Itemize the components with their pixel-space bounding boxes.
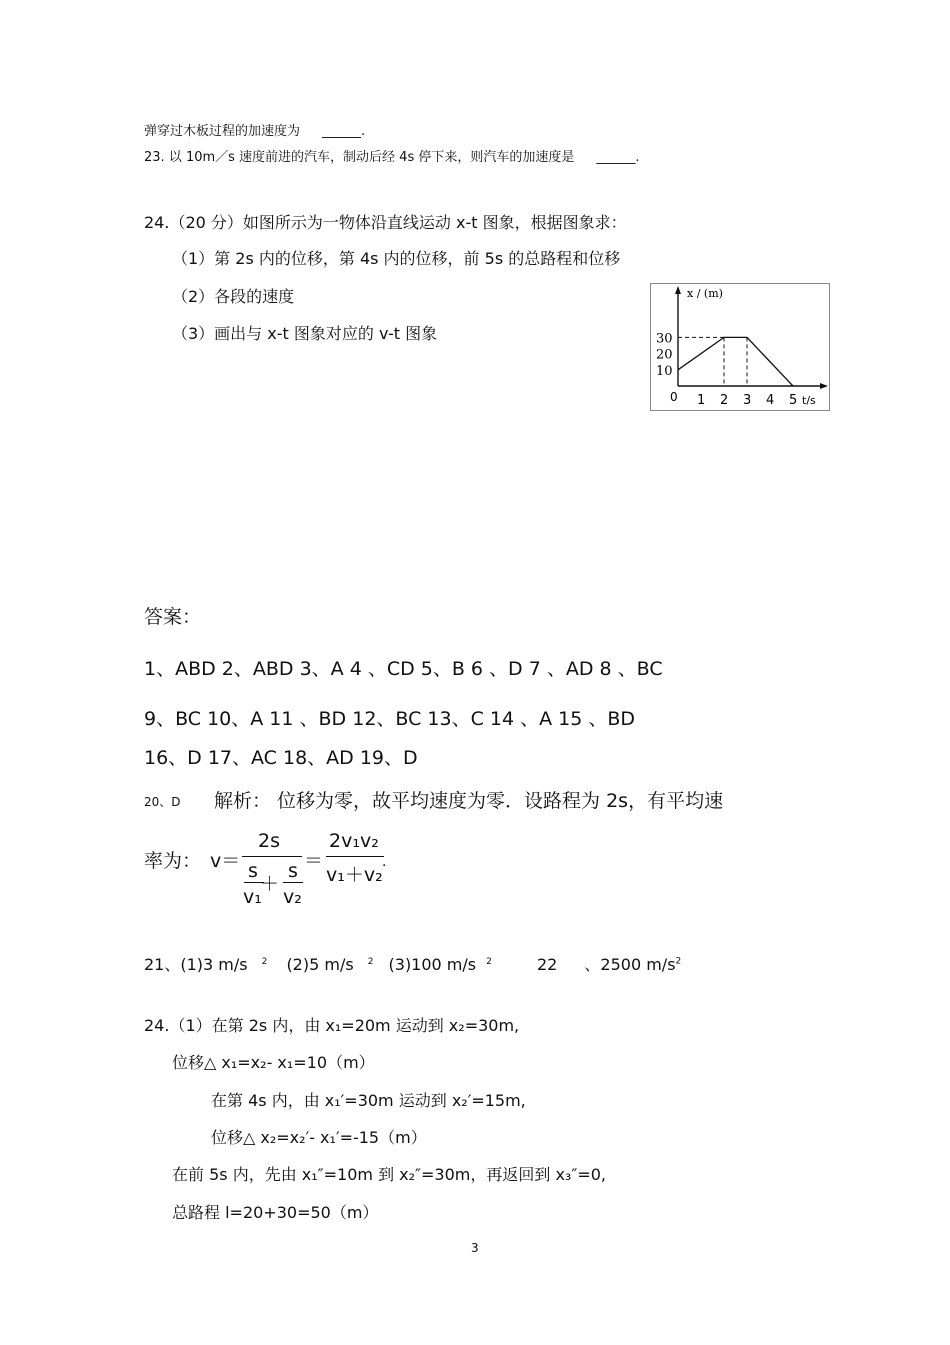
q24-sol-line-5: 在前 5s 内，先由 x₁″=10m 到 x₂″=30m，再返回到 x₃″=0, xyxy=(172,1165,606,1184)
q24-sol-line-6: 总路程 l=20+30=50（m） xyxy=(172,1203,379,1222)
x-tick-label: 4 xyxy=(766,393,775,408)
formula-lhs: v＝ xyxy=(210,850,241,872)
q23-text: 23. 以 10m／s 速度前进的汽车，制动后经 4s 停下来，则汽车的加速度是 ______. xyxy=(144,150,640,165)
q22-tail-text: 弹穿过木板过程的加速度为 ______. xyxy=(144,124,366,139)
formula-eq: ＝ xyxy=(304,850,324,872)
origin-label: 0 xyxy=(670,390,678,404)
formula-num-2: 2v₁v₂ xyxy=(329,830,379,852)
y-axis-label: x / (m) xyxy=(687,287,723,300)
formula-plus-1: ＋ xyxy=(260,873,280,895)
y-tick-label: 30 xyxy=(656,331,673,347)
formula-end: . xyxy=(382,854,387,870)
y-axis-arrow xyxy=(675,286,681,294)
formula-den-b-sub: v₂ xyxy=(283,886,302,908)
series-line xyxy=(678,337,793,386)
formula-den-a-num: s xyxy=(248,860,258,882)
y-tick-label: 10 xyxy=(656,363,673,379)
answer-blank: ______. xyxy=(322,124,366,139)
xt-graph xyxy=(650,283,830,411)
answers-line-2: 9、BC 10、A 11 、BD 12、BC 13、C 14 、A 15 、BD xyxy=(144,708,636,730)
x-tick-label: 3 xyxy=(743,393,752,408)
q24-sol-line-1: 24.（1）在第 2s 内，由 x₁=20m 运动到 x₂=30m, xyxy=(144,1016,520,1035)
dashed-guides xyxy=(678,337,747,386)
x-axis-label: t/s xyxy=(802,394,816,407)
answer-blank: ______. xyxy=(596,150,640,165)
fraction-bar-1b xyxy=(283,882,303,883)
x-tick-label: 1 xyxy=(697,393,706,408)
q21-answers: 21、(1)3 m/s $^2$ (2)5 m/s $^2$ (3)100 m/s $^2$ 22 、2500 $m/s^2$ xyxy=(144,955,682,974)
answers-heading: 答案： xyxy=(144,606,202,628)
answers-line-1: 1、ABD 2、ABD 3、A 4 、CD 5、B 6 、D 7 、AD 8 、BC xyxy=(144,658,663,680)
fraction-bar-2 xyxy=(326,856,384,857)
q24-item-3: （3）画出与 x-t 图象对应的 v-t 图象 xyxy=(172,324,438,343)
q24-sol-line-4: 位移△ x₂=x₂′- x₁′=-15（m） xyxy=(211,1128,427,1147)
x-axis-arrow xyxy=(820,383,828,389)
q24-sol-line-2: 位移△ x₁=x₂- x₁=10（m） xyxy=(172,1053,375,1072)
formula-den-b-num: s xyxy=(288,860,298,882)
x-tick-label: 5 xyxy=(789,393,798,408)
q24-item-1: （1）第 2s 内的位移，第 4s 内的位移，前 5s 的总路程和位移 xyxy=(172,249,621,268)
formula-den-a-sub: v₁ xyxy=(243,886,262,908)
answers-line-3: 16、D 17、AC 18、AD 19、D xyxy=(144,747,418,769)
q24-sol-line-3: 在第 4s 内，由 x₁′=30m 运动到 x₂′=15m, xyxy=(211,1091,526,1110)
formula-num-1: 2s xyxy=(258,830,280,852)
x-tick-label: 2 xyxy=(720,393,729,408)
q20-text: 解析： 位移为零，故平均速度为零．设路程为 2s，有平均速 xyxy=(214,790,724,812)
formula-den-2: v₁＋v₂ xyxy=(326,864,383,886)
q24-item-2: （2）各段的速度 xyxy=(172,287,295,306)
rate-label: 率为： xyxy=(144,850,202,872)
q20-label: 20、D xyxy=(144,795,181,809)
y-tick-label: 20 xyxy=(656,347,673,363)
q24-title: 24.（20 分）如图所示为一物体沿直线运动 x-t 图象，根据图象求： xyxy=(144,213,627,232)
fraction-bar-1 xyxy=(242,856,302,857)
page-number: 3 xyxy=(471,1241,479,1255)
